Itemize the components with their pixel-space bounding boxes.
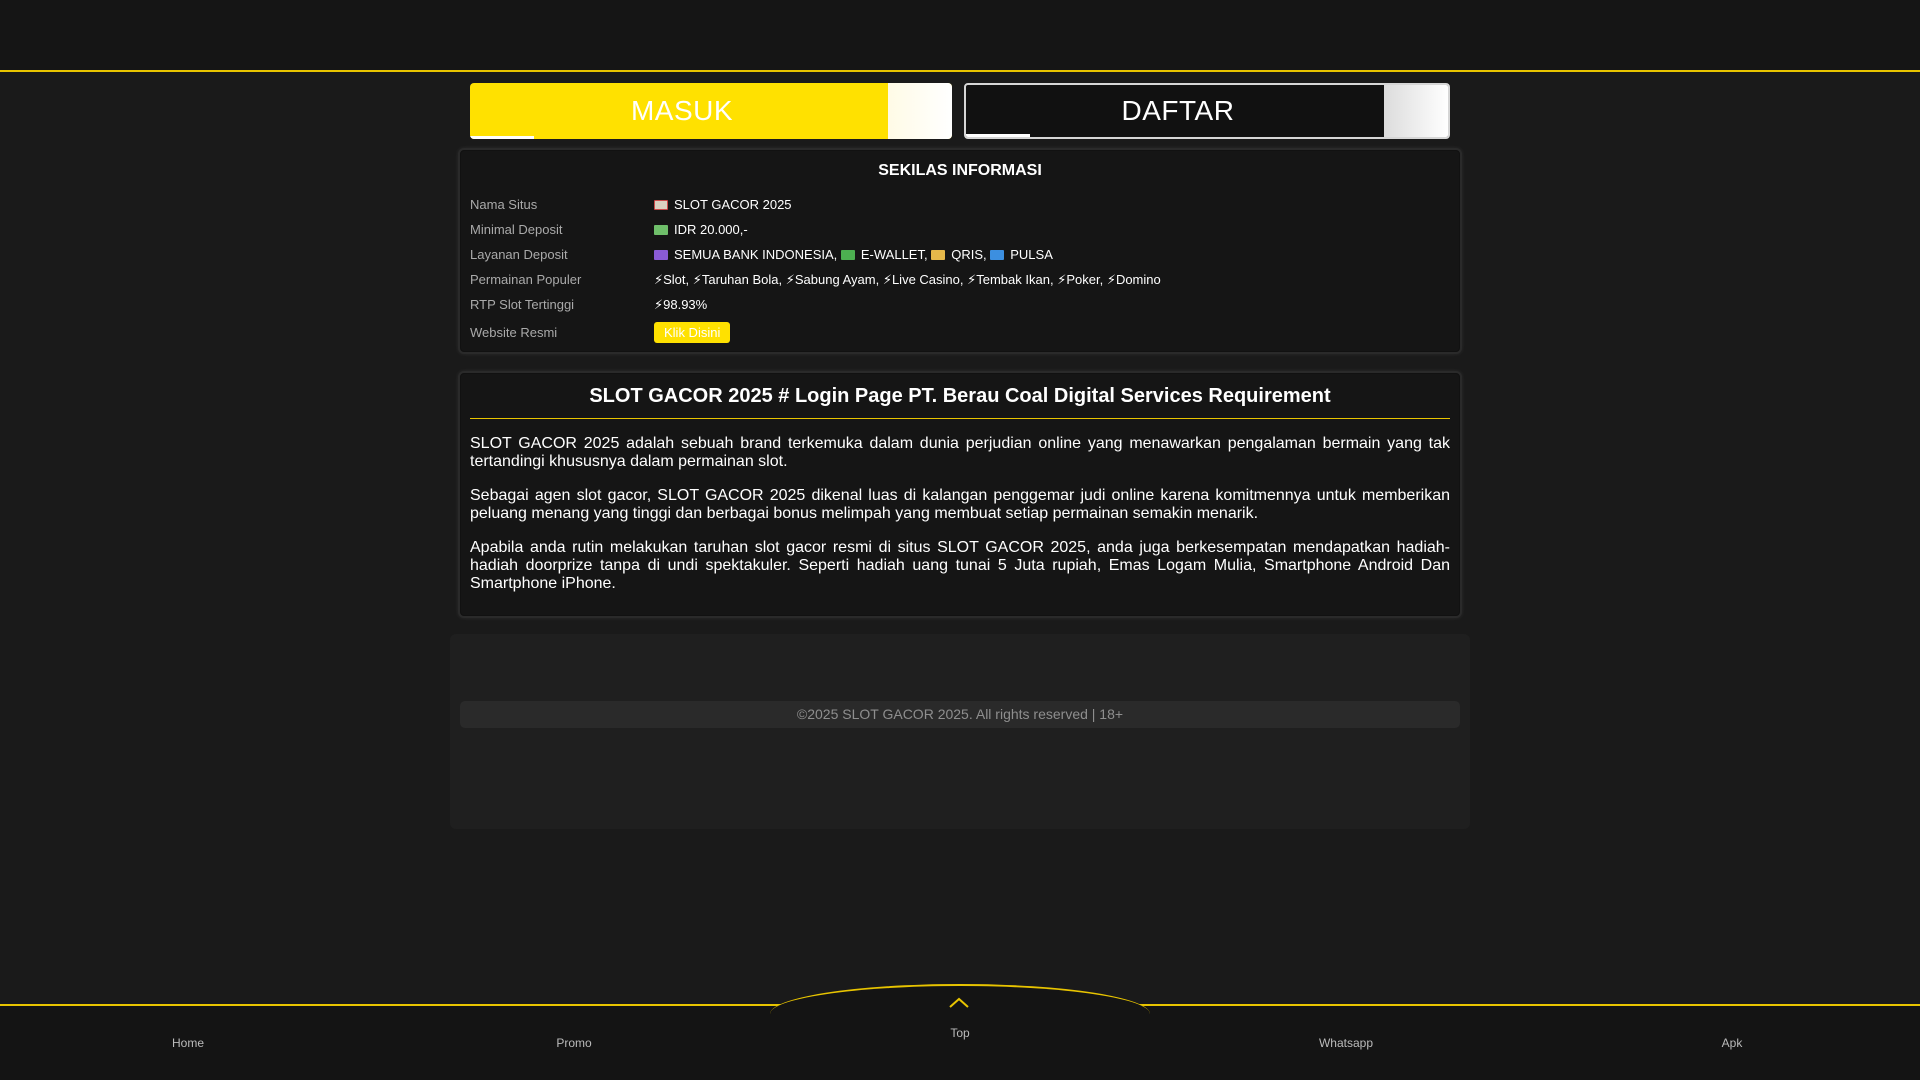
login-button-underline xyxy=(470,136,534,139)
info-row-min-deposit xyxy=(470,217,1161,242)
yellow-card-icon xyxy=(931,250,945,260)
nav-home[interactable]: Home xyxy=(171,1036,204,1050)
info-value: IDR 20.000,- xyxy=(674,222,748,237)
info-title: SEKILAS INFORMASI xyxy=(878,162,1042,179)
register-button-shine xyxy=(1384,85,1448,137)
copyright-text: ©2025 SLOT GACOR 2025. All rights reserved | 18+ xyxy=(460,701,1460,728)
info-card xyxy=(458,148,1462,354)
info-value: SLOT GACOR 2025 xyxy=(674,197,792,212)
deposit-service: SEMUA BANK INDONESIA xyxy=(674,247,834,262)
info-row-deposit-services: Layanan Deposit SEMUA BANK INDONESIA, E-WALLET, QRIS, PULSA xyxy=(470,242,1161,267)
login-button-shine xyxy=(888,83,952,139)
name-card-icon xyxy=(654,200,668,210)
info-label: Permainan Populer xyxy=(470,272,582,287)
blue-phone-icon xyxy=(990,250,1004,260)
article-paragraph: Apabila anda rutin melakukan taruhan slot gacor resmi di situs SLOT GACOR 2025, anda juga berkesempatan mendapatkan hadiah-hadiah doorprize tanpa di undi spektakuler. Seperti hadiah uang tunai 5 Juta rupiah, Emas Logam Mulia, Smartphone Android Dan Smartphone iPhone. xyxy=(470,539,1450,592)
info-label: Nama Situs xyxy=(470,197,538,212)
game-item: ⚡Domino xyxy=(1106,271,1161,287)
deposit-service: QRIS xyxy=(951,247,984,262)
nav-apk[interactable]: Apk xyxy=(1721,1036,1743,1050)
info-label: Minimal Deposit xyxy=(470,222,563,237)
nav-promo[interactable]: Promo xyxy=(556,1036,592,1050)
article-paragraph: SLOT GACOR 2025 adalah sebuah brand terkemuka dalam dunia perjudian online yang menawarkan pengalaman bermain yang tak tertandingi khususnya dalam permainan slot. xyxy=(470,435,1450,470)
login-button-label: MASUK xyxy=(630,95,734,126)
article-title: SLOT GACOR 2025 # Login Page PT. Berau Coal Digital Services Requirement xyxy=(470,385,1450,419)
footer xyxy=(450,634,1470,829)
info-label: RTP Slot Tertinggi xyxy=(470,297,575,312)
game-item: ⚡Slot xyxy=(654,271,686,287)
money-wings-icon xyxy=(654,225,668,235)
game-item: ⚡Sabung Ayam xyxy=(785,271,876,287)
article-card xyxy=(458,371,1462,618)
info-row-website xyxy=(470,317,1161,348)
register-button-label: DAFTAR xyxy=(1121,95,1235,126)
green-cash-icon xyxy=(841,250,855,260)
chevron-up-icon[interactable] xyxy=(948,996,970,1010)
auth-buttons xyxy=(470,83,1450,139)
official-site-link[interactable]: Klik Disini xyxy=(654,322,730,343)
deposit-service: E-WALLET xyxy=(860,247,924,262)
info-row-site-name xyxy=(470,192,1161,217)
info-row-popular-games: Permainan Populer ⚡Slot, ⚡Taruhan Bola, ⚡Sabung Ayam, ⚡Live Casino, ⚡Tembak Ikan, ⚡Poker, ⚡Domino xyxy=(470,267,1161,292)
login-button[interactable] xyxy=(470,83,952,139)
info-label: Website Resmi xyxy=(470,325,558,340)
nav-top[interactable]: Top xyxy=(950,1026,970,1040)
game-item: ⚡Poker xyxy=(1057,271,1100,287)
purple-bank-icon xyxy=(654,250,668,260)
article-paragraph: Sebagai agen slot gacor, SLOT GACOR 2025 dikenal luas di kalangan penggemar judi online karena komitmennya untuk memberikan peluang menang yang tinggi dan berbagai bonus melimpah yang membuat setiap permainan semakin menarik. xyxy=(470,487,1450,522)
info-label: Layanan Deposit xyxy=(470,247,568,262)
game-item: ⚡Taruhan Bola xyxy=(692,271,779,287)
nav-whatsapp[interactable]: Whatsapp xyxy=(1318,1036,1374,1050)
game-item: ⚡Live Casino xyxy=(882,271,960,287)
info-row-rtp xyxy=(470,292,1161,317)
register-button[interactable] xyxy=(964,83,1450,139)
info-table xyxy=(470,192,1161,348)
info-value: ⚡98.93% xyxy=(654,296,708,312)
top-header-bar xyxy=(0,0,1920,72)
register-button-underline xyxy=(966,134,1030,137)
game-item: ⚡Tembak Ikan xyxy=(967,271,1050,287)
deposit-service: PULSA xyxy=(1010,247,1053,262)
